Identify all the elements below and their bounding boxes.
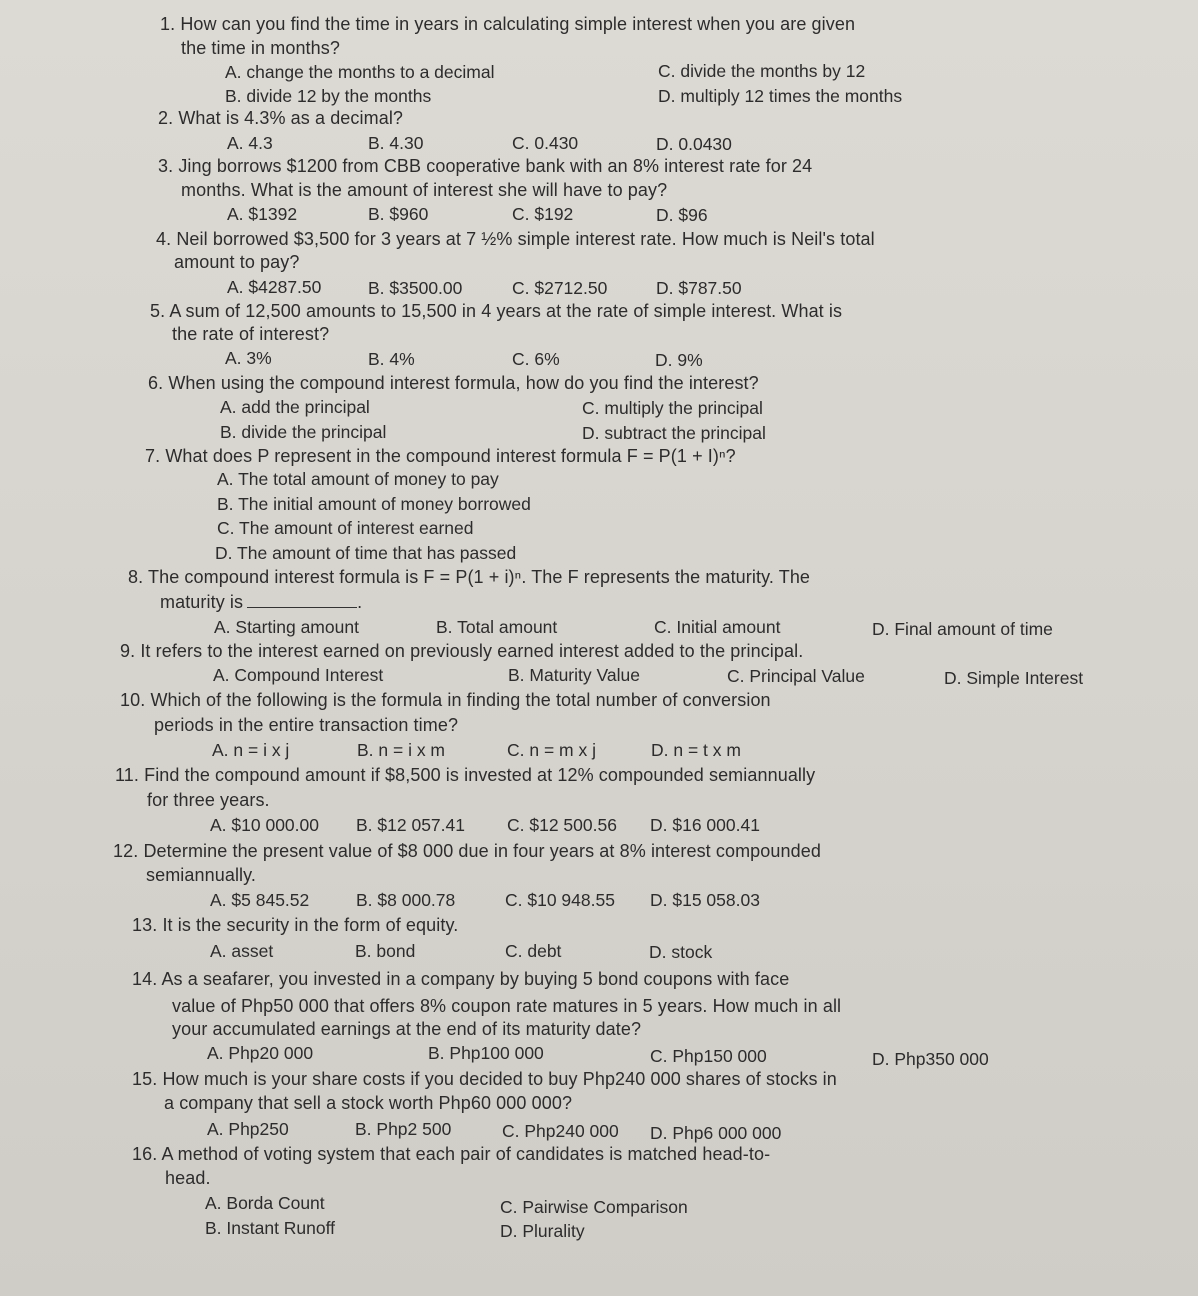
question-3-line2: months. What is the amount of interest she will have to pay? [181, 180, 668, 200]
q7-option-a: A. The total amount of money to pay [217, 469, 499, 489]
q3-option-b: B. $960 [368, 204, 429, 224]
q7-option-c: C. The amount of interest earned [217, 518, 474, 538]
q2-option-b: B. 4.30 [368, 133, 424, 153]
q9-option-b: B. Maturity Value [508, 665, 640, 685]
q11-option-b: B. $12 057.41 [356, 815, 465, 835]
question-13: 13. It is the security in the form of equity. [132, 915, 459, 935]
question-11: 11. Find the compound amount if $8,500 is invested at 12% compounded semiannually [115, 765, 816, 785]
q6-option-a: A. add the principal [220, 397, 370, 417]
q16-option-b: B. Instant Runoff [205, 1218, 336, 1238]
q1-option-d: D. multiply 12 times the months [658, 86, 903, 106]
question-12: 12. Determine the present value of $8 000 due in four years at 8% interest compounded [113, 841, 821, 861]
q9-option-a: A. Compound Interest [213, 665, 384, 685]
q7-option-d: D. The amount of time that has passed [215, 543, 517, 563]
q3-option-d: D. $96 [656, 205, 708, 225]
q5-option-a: A. 3% [225, 348, 272, 368]
question-16-line2: head. [165, 1168, 211, 1188]
q6-option-b: B. divide the principal [220, 422, 387, 442]
q8-option-d: D. Final amount of time [872, 619, 1053, 639]
question-16: 16. A method of voting system that each pair of candidates is matched head-to- [132, 1144, 771, 1164]
question-12-line2: semiannually. [146, 865, 257, 885]
question-14-line2: value of Php50 000 that offers 8% coupon rate matures in 5 years. How much in all [172, 996, 842, 1016]
q8-option-c: C. Initial amount [654, 617, 781, 637]
q1-option-b: B. divide 12 by the months [225, 86, 432, 106]
q5-option-d: D. 9% [655, 350, 703, 370]
question-15: 15. How much is your share costs if you decided to buy Php240 000 shares of stocks in [132, 1069, 837, 1089]
q15-option-d: D. Php6 000 000 [650, 1123, 782, 1143]
question-4-line2: amount to pay? [174, 252, 300, 272]
answer-blank [247, 593, 357, 608]
q5-option-c: C. 6% [512, 349, 560, 369]
q9-option-c: C. Principal Value [727, 666, 865, 686]
q11-option-d: D. $16 000.41 [650, 815, 760, 835]
q4-option-c: C. $2712.50 [512, 278, 608, 298]
q2-option-d: D. 0.0430 [656, 134, 732, 154]
question-9: 9. It refers to the interest earned on previously earned interest added to the principal. [120, 641, 804, 661]
question-7: 7. What does P represent in the compound interest formula F = P(1 + I)ⁿ? [145, 446, 736, 466]
q16-option-c: C. Pairwise Comparison [500, 1197, 688, 1217]
q10-option-d: D. n = t x m [651, 740, 741, 760]
q15-option-a: A. Php250 [207, 1119, 289, 1139]
q2-option-a: A. 4.3 [227, 133, 273, 153]
q14-option-a: A. Php20 000 [207, 1043, 314, 1063]
q10-option-a: A. n = i x j [212, 740, 290, 760]
q13-option-c: C. debt [505, 941, 562, 961]
question-5: 5. A sum of 12,500 amounts to 15,500 in 4 years at the rate of simple interest. What is [150, 301, 843, 321]
q13-option-b: B. bond [355, 941, 416, 961]
question-11-line2: for three years. [147, 790, 270, 810]
q4-option-b: B. $3500.00 [368, 278, 463, 298]
question-5-line2: the rate of interest? [172, 324, 330, 344]
q14-option-c: C. Php150 000 [650, 1046, 767, 1066]
question-4: 4. Neil borrowed $3,500 for 3 years at 7 ½% simple interest rate. How much is Neil's total [156, 229, 875, 249]
q11-option-a: A. $10 000.00 [210, 815, 319, 835]
q10-option-c: C. n = m x j [507, 740, 596, 760]
q1-option-a: A. change the months to a decimal [225, 62, 495, 82]
q8-option-a: A. Starting amount [214, 617, 359, 637]
q12-option-a: A. $5 845.52 [210, 890, 310, 910]
q9-option-d: D. Simple Interest [944, 668, 1084, 688]
question-1: 1. How can you find the time in years in calculating simple interest when you are given [160, 14, 856, 34]
q14-option-d: D. Php350 000 [872, 1049, 989, 1069]
q13-option-a: A. asset [210, 941, 274, 961]
question-1-line2: the time in months? [181, 38, 340, 58]
q15-option-b: B. Php2 500 [355, 1119, 452, 1139]
q10-option-b: B. n = i x m [357, 740, 446, 760]
question-2: 2. What is 4.3% as a decimal? [158, 108, 404, 128]
q12-option-d: D. $15 058.03 [650, 890, 760, 910]
question-6: 6. When using the compound interest formula, how do you find the interest? [148, 373, 759, 393]
q16-option-a: A. Borda Count [205, 1193, 325, 1213]
q6-option-d: D. subtract the principal [582, 423, 766, 443]
question-8-line2: maturity is . [160, 592, 363, 612]
q8-option-b: B. Total amount [436, 617, 558, 637]
q1-option-c: C. divide the months by 12 [658, 61, 866, 81]
q3-option-a: A. $1392 [227, 204, 298, 224]
question-8: 8. The compound interest formula is F = P(1 + i)ⁿ. The F represents the maturity. The [128, 567, 811, 587]
q7-option-b: B. The initial amount of money borrowed [217, 494, 531, 514]
q4-option-a: A. $4287.50 [227, 277, 322, 297]
q12-option-b: B. $8 000.78 [356, 890, 456, 910]
q3-option-c: C. $192 [512, 204, 574, 224]
q4-option-d: D. $787.50 [656, 278, 742, 298]
q6-option-c: C. multiply the principal [582, 398, 763, 418]
q5-option-b: B. 4% [368, 349, 415, 369]
question-14: 14. As a seafarer, you invested in a company by buying 5 bond coupons with face [132, 969, 790, 989]
question-15-line2: a company that sell a stock worth Php60 000 000? [164, 1093, 573, 1113]
q13-option-d: D. stock [649, 942, 713, 962]
q2-option-c: C. 0.430 [512, 133, 579, 153]
question-3: 3. Jing borrows $1200 from CBB cooperative bank with an 8% interest rate for 24 [158, 156, 813, 176]
question-14-line3: your accumulated earnings at the end of its maturity date? [172, 1019, 642, 1039]
q14-option-b: B. Php100 000 [428, 1043, 544, 1063]
q16-option-d: D. Plurality [500, 1221, 585, 1241]
question-10: 10. Which of the following is the formula in finding the total number of conversion [120, 690, 771, 710]
q11-option-c: C. $12 500.56 [507, 815, 617, 835]
question-10-line2: periods in the entire transaction time? [154, 715, 459, 735]
q15-option-c: C. Php240 000 [502, 1121, 619, 1141]
q12-option-c: C. $10 948.55 [505, 890, 615, 910]
